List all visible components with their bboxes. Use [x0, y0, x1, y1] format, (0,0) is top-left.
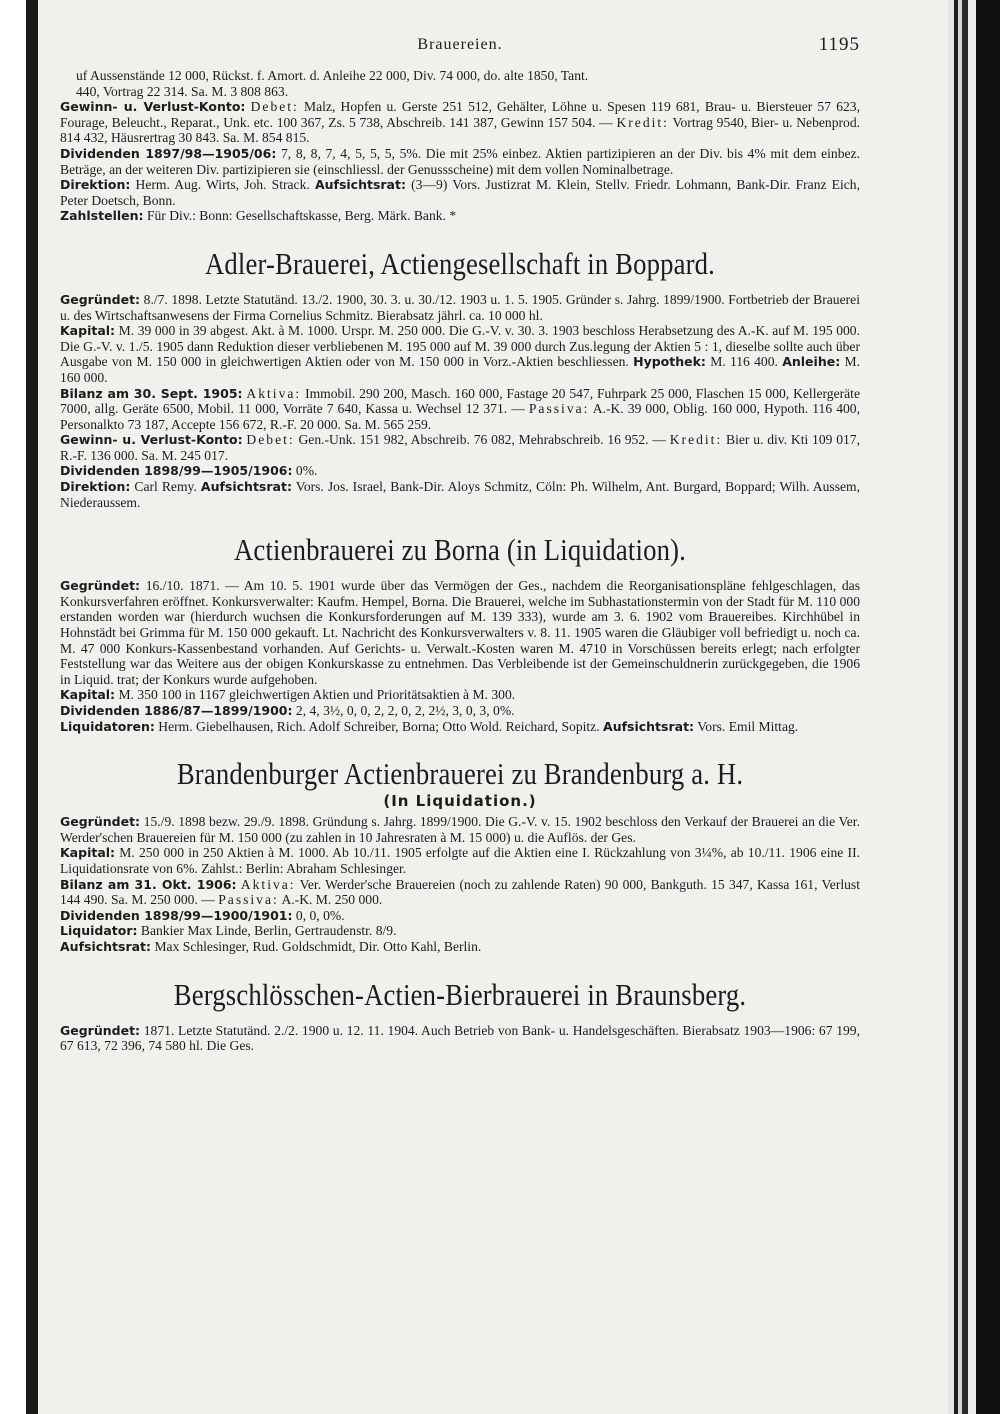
adler-anl-text: M. 160 000.	[60, 354, 860, 385]
adler-bil-text2: A.-K. 39 000, Oblig. 160 000, Hypoth. 116 400, Personalkto 73 187, Accepte 156 672, R.-F. 20 000. Sa. M. 565 259.	[60, 401, 860, 432]
borna-div-label: Dividenden 1886/87—1899/1900:	[60, 703, 293, 718]
brandenburg-liq-text: Bankier Max Linde, Berlin, Gertraudenstr. 8/9.	[140, 923, 397, 939]
company-title-brandenburg: Brandenburger Actienbrauerei zu Brandenburg a. H.	[176, 756, 744, 792]
spacer	[60, 734, 860, 756]
brandenburg-dividenden	[60, 908, 860, 924]
adler-ar-label: Aufsichtsrat:	[200, 479, 292, 495]
intro-div-text: 7, 8, 8, 7, 4, 5, 5, 5, 5%. Die mit 25% einbez. Aktien partizipieren an der Div. bis 4% mit dem einbez. Beträge, an der weiteren Div. partizipieren sie (einschliessl. der Genussscheine) mit dem vollen Nominalbetrage.	[60, 145, 860, 177]
adler-dividenden	[60, 463, 860, 479]
brandenburg-bil-passiva: Passiva:	[218, 892, 279, 908]
spacer	[60, 955, 860, 977]
borna-kap-text: M. 350 100 in 1167 gleichwertigen Aktien und Prioritätsaktien à M. 300.	[118, 687, 516, 703]
adler-kap-label: Kapital:	[60, 323, 116, 339]
intro-gv-kredit: Kredit:	[616, 114, 669, 130]
braunsberg-gegr-text: 1871. Letzte Statutänd. 2./2. 1900 u. 12. 11. 1904. Auch Betrieb von Bank- u. Handelsgeschäften. Bierabsatz 1903—1906: 67 199, 67 613, 72 396, 74 580 hl. Die Ges.	[60, 1022, 860, 1054]
adler-bil-passiva: Passiva:	[528, 401, 590, 417]
company-brandenburg	[60, 756, 860, 954]
spacer	[60, 1013, 860, 1023]
adler-div-text: 0%.	[295, 463, 318, 479]
adler-hyp-text: M. 116 400.	[710, 354, 778, 370]
adler-hyp-label: Hypothek:	[633, 354, 706, 370]
company-borna	[60, 532, 860, 734]
brandenburg-gegr-text: 15./9. 1898 bezw. 29./9. 1898. Gründung s. Jahrg. 1899/1900. Die G.-V. v. 15. 1902 beschloss den Verkauf der Brauerei an die Ver. Werder'schen Brauereien für M. 150 000 (zu zahlen in 10 Jahresraten à M. 15 000) u. die Auflös. der Ges.	[60, 814, 860, 845]
intro-gv-text1: Malz, Hopfen u. Gerste 251 512, Gehälter, Löhne u. Spesen 119 681, Brau- u. Biersteuer 57 623, Fourage, Beleucht., Reparat., Unk. etc. 100 367, Zs. 5 738, Abschreib. 141 387, Gewinn 157 504. —	[60, 99, 860, 130]
brandenburg-kap-label: Kapital:	[60, 845, 116, 861]
running-header	[60, 32, 860, 68]
adler-div-label: Dividenden 1898/99—1905/1906:	[60, 463, 293, 479]
adler-bil-text1: Immobil. 290 200, Masch. 160 000, Fastage 20 547, Fuhrpark 25 000, Flaschen 15 000, Kellergeräte 7000, allg. Geräte 6500, Mobil. 11 000, Vorräte 7 640, Kassa u. Wechsel 12 371. —	[60, 385, 860, 417]
borna-ar-text: Vors. Emil Mittag.	[697, 718, 799, 734]
intro-ar-text: (3—9) Vors. Justizrat M. Klein, Stellv. Friedr. Lohmann, Bank-Dir. Franz Eich, Peter Doetsch, Bonn.	[60, 177, 860, 208]
adler-bilanz	[60, 386, 860, 433]
borna-kapital	[60, 687, 860, 703]
intro-direktion-paragraph	[60, 177, 860, 208]
borna-ar-label: Aufsichtsrat:	[603, 718, 695, 734]
brandenburg-liquidator	[60, 923, 860, 939]
brandenburg-bil-label: Bilanz am 31. Okt. 1906:	[60, 876, 237, 892]
adler-gegr-text: 8./7. 1898. Letzte Statutänd. 13./2. 1900, 30. 3. u. 30./12. 1903 u. 1. 5. 1905. Gründer s. Jahrg. 1899/1900. Fortbetrieb der Brauerei u. des Wirtschaftsanwesens der Firma Cornelius Schmitz. Bierabsatz jährl. ca. 10 000 hl.	[60, 291, 860, 323]
spacer	[60, 510, 860, 532]
intro-line-1: uf Aussenstände 12 000, Rückst. f. Amort. d. Anleihe 22 000, Div. 74 000, do. alte 1850, Tant.	[76, 68, 589, 83]
braunsberg-gegruendet	[60, 1023, 860, 1054]
running-title: Brauereien.	[417, 36, 503, 53]
intro-gv-debet: Debet:	[250, 99, 299, 115]
adler-gegruendet	[60, 292, 860, 323]
adler-dir-label: Direktion:	[60, 479, 131, 495]
spacer	[60, 224, 860, 246]
intro-div-label: Dividenden 1897/98—1905/06:	[60, 145, 277, 161]
adler-gv-text2: Bier u. div. Kti 109 017, R.-F. 136 000. Sa. M. 245 017.	[60, 432, 860, 463]
intro-gv-paragraph	[60, 99, 860, 146]
borna-gegr-label: Gegründet:	[60, 578, 141, 594]
company-subtitle-brandenburg: (In Liquidation.)	[383, 792, 537, 811]
borna-gegruendet	[60, 578, 860, 687]
intro-gv-label: Gewinn- u. Verlust-Konto:	[60, 99, 246, 115]
adler-kap-text: M. 39 000 in 39 abgest. Akt. à M. 1000. Urspr. M. 250 000. Die G.-V. v. 30. 3. 1903 beschloss Herabsetzung des A.-K. auf M. 195 000. Die G.-V. v. 1./5. 1905 dann Reduktion dieser verbliebenen M. 195 000 auf M. 39 000 durch Zus.legung der Aktien 5 : 1, dieselbe sollte auch über Ausgabe von M. 150 000 in gleichwertigen Aktien oder von M. 150 000 in Vorz.-Aktien beschliessen.	[60, 323, 860, 370]
intro-dir-text: Herm. Aug. Wirts, Joh. Strack.	[135, 177, 310, 193]
spacer	[60, 568, 860, 578]
company-title-adler: Adler-Brauerei, Actiengesellschaft in Boppard.	[204, 245, 716, 281]
braunsberg-gegr-label: Gegründet:	[60, 1022, 141, 1038]
borna-liq-label: Liquidatoren:	[60, 718, 155, 734]
intro-zahlstellen-paragraph	[60, 208, 860, 224]
document-page	[60, 32, 860, 1402]
adler-kapital	[60, 323, 860, 385]
borna-gegr-text: 16./10. 1871. — Am 10. 5. 1901 wurde über das Vermögen der Ges., nachdem die Reorganisationspläne fehlgeschlagen, das Konkursverfahren eröffnet. Konkursverwalter: Kaufm. Hempel, Borna. Die Brauerei, welche im Subhastationstermin von der Stadt für M. 110 000 erstanden worden war (hierdurch wuchsen die Konkursforderungen auf M. 139 333), wurde am 3. 6. 1902 vom Brauereibes. Kirchhübel in Hohnstädt bei Grimma für M. 150 000 gekauft. Lt. Nachricht des Konkursverwalters v. 8. 11. 1905 waren die Gläubiger voll befriedigt u. noch ca. M. 47 000 Konkurs-Kassenbestand vorhanden. Auf Gerichts- u. Verwalt.-Kosten waren M. 4710 in Vorschüssen bereits erlegt; nach erfolgter Feststellung war das Weitere aus der obigen Konkurskasse zu entnehmen. Das Verbleibende ist der Gemeinschuldnerin zurückgegeben, die 1906 in Liquid. trat; der Konkurs wurde aufgehoben.	[60, 578, 860, 687]
borna-div-text: 2, 4, 3½, 0, 0, 2, 2, 0, 2, 2½, 3, 0, 3, 0%.	[295, 703, 515, 718]
brandenburg-bil-text2: A.-K. M. 250 000.	[281, 892, 383, 908]
brandenburg-ar-label: Aufsichtsrat:	[60, 938, 152, 954]
brandenburg-bil-text1: Ver. Werder'sche Brauereien (noch zu zahlende Raten) 90 000, Bankguth. 15 347, Kassa 161, Verlust 144 490. Sa. M. 250 000. —	[60, 876, 860, 908]
brandenburg-bilanz	[60, 877, 860, 908]
adler-gv-text1: Gen.-Unk. 151 982, Abschreib. 76 082, Mehrabschreib. 16 952. —	[298, 432, 666, 448]
adler-gv-kredit: Kredit:	[669, 432, 723, 448]
adler-gegr-label: Gegründet:	[60, 291, 141, 307]
brandenburg-bil-aktiva: Aktiva:	[240, 876, 296, 892]
adler-dir-text: Carl Remy.	[134, 479, 197, 495]
company-adler	[60, 246, 860, 510]
intro-zahl-text: Für Div.: Bonn: Gesellschaftskasse, Berg. Märk. Bank. *	[146, 208, 457, 224]
brandenburg-aufsichtsrat	[60, 939, 860, 955]
borna-liq-text: Herm. Giebelhausen, Rich. Adolf Schreiber, Borna; Otto Wold. Reichard, Sopitz.	[158, 718, 600, 734]
intro-zahl-label: Zahlstellen:	[60, 208, 144, 224]
borna-kap-label: Kapital:	[60, 687, 116, 703]
borna-dividenden	[60, 703, 860, 719]
intro-dividenden-paragraph	[60, 146, 860, 177]
adler-gv-label: Gewinn- u. Verlust-Konto:	[60, 432, 243, 448]
brandenburg-div-label: Dividenden 1898/99—1900/1901:	[60, 907, 293, 923]
company-title-braunsberg: Bergschlösschen-Actien-Bierbrauerei in Braunsberg.	[173, 976, 747, 1012]
scan-edge-right	[948, 0, 1000, 1414]
adler-gv	[60, 432, 860, 463]
brandenburg-gegruendet	[60, 814, 860, 845]
intro-section	[60, 68, 860, 224]
brandenburg-ar-text: Max Schlesinger, Rud. Goldschmidt, Dir. Otto Kahl, Berlin.	[154, 938, 482, 954]
brandenburg-div-text: 0, 0, 0%.	[295, 907, 345, 923]
intro-line-2: 440, Vortrag 22 314. Sa. M. 3 808 863.	[76, 83, 289, 99]
intro-gv-text2: Vortrag 9540, Bier- u. Nebenprod. 814 432, Häusrertrag 30 843. Sa. M. 854 815.	[60, 114, 860, 146]
intro-ar-label: Aufsichtsrat:	[314, 177, 406, 193]
brandenburg-liq-label: Liquidator:	[60, 923, 138, 939]
intro-dir-label: Direktion:	[60, 177, 131, 193]
company-title-borna: Actienbrauerei zu Borna (in Liquidation).	[234, 532, 686, 568]
page-number: 1195	[818, 34, 860, 55]
adler-anl-label: Anleihe:	[782, 354, 841, 370]
company-braunsberg	[60, 977, 860, 1054]
brandenburg-kapital	[60, 845, 860, 876]
adler-gv-debet: Debet:	[246, 432, 295, 448]
spacer	[60, 282, 860, 292]
borna-liquidatoren	[60, 719, 860, 735]
brandenburg-kap-text: M. 250 000 in 250 Aktien à M. 1000. Ab 10./11. 1905 erfolgte auf die Aktien eine I. Rückzahlung von 3¼%, ab 10./11. 1906 eine II. Liquidationsrate von 6%. Zahlst.: Berlin: Abraham Schlesinger.	[60, 845, 860, 876]
adler-direktion	[60, 479, 860, 510]
adler-bil-aktiva: Aktiva:	[246, 385, 302, 401]
scan-edge-left	[0, 0, 38, 1414]
adler-ar-text: Vors. Jos. Israel, Bank-Dir. Aloys Schmitz, Cöln: Ph. Wilhelm, Ant. Burgard, Boppard; Wilh. Aussem, Niederaussem.	[60, 479, 860, 510]
adler-bil-label: Bilanz am 30. Sept. 1905:	[60, 385, 243, 401]
brandenburg-gegr-label: Gegründet:	[60, 814, 141, 830]
